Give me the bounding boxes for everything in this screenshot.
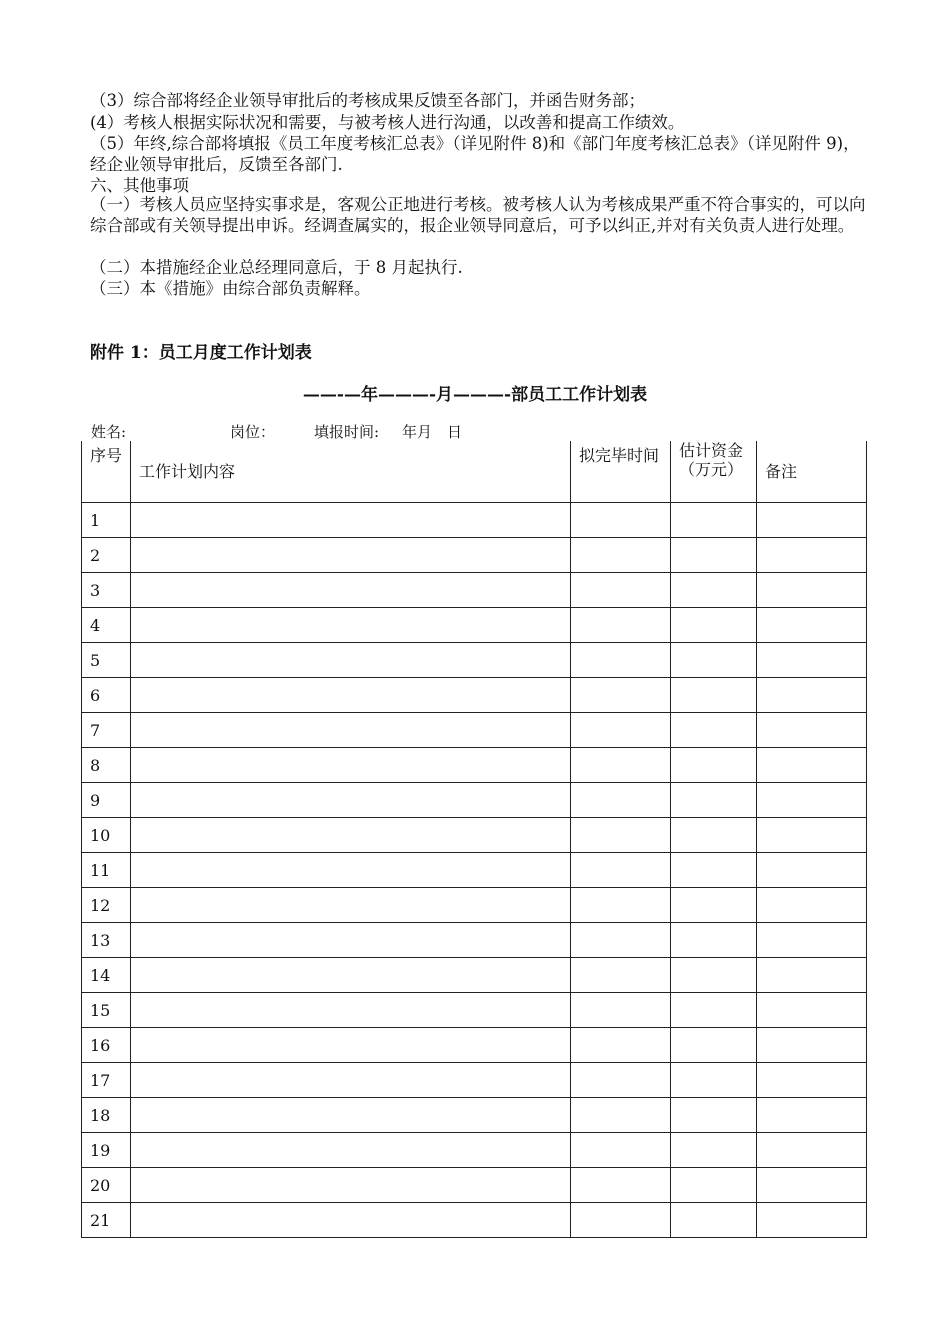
estimated-funds-cell [671,573,757,608]
table-row [82,573,867,608]
table-row [82,538,867,573]
plan-content-cell [131,608,571,643]
section-heading-other: 六、其他事项 [90,176,189,195]
estimated-funds-cell [671,783,757,818]
remarks-cell [757,818,867,853]
plan-content-cell [131,1028,571,1063]
remarks-cell [757,923,867,958]
completion-time-cell [571,608,671,643]
plan-content-cell [131,643,571,678]
completion-time-cell [571,958,671,993]
estimated-funds-cell [671,643,757,678]
remarks-cell [757,993,867,1028]
row-number: 20 [82,1168,131,1203]
remarks-cell [757,958,867,993]
paragraph-other-2: （二）本措施经企业总经理同意后，于 8 月起执行. [90,258,463,277]
table-header-row [82,441,867,503]
completion-time-cell [571,818,671,853]
estimated-funds-cell [671,1028,757,1063]
table-row [82,1098,867,1133]
header-estimated-funds: 估计资金（万元） [671,441,757,503]
table-row [82,713,867,748]
estimated-funds-cell [671,503,757,538]
table-row [82,853,867,888]
row-number: 17 [82,1063,131,1098]
plan-content-cell [131,993,571,1028]
remarks-cell [757,1063,867,1098]
plan-content-cell [131,818,571,853]
plan-content-cell [131,573,571,608]
estimated-funds-cell [671,713,757,748]
plan-content-cell [131,678,571,713]
paragraph-3: （3）综合部将经企业领导审批后的考核成果反馈至各部门，并函告财务部； [90,91,645,110]
attachment-heading: 附件 1：员工月度工作计划表 [90,343,312,363]
table-row [82,783,867,818]
estimated-funds-cell [671,1133,757,1168]
plan-content-cell [131,748,571,783]
plan-content-cell [131,1168,571,1203]
remarks-cell [757,783,867,818]
completion-time-cell [571,573,671,608]
remarks-cell [757,1098,867,1133]
row-number: 8 [82,748,131,783]
row-number: 21 [82,1203,131,1238]
completion-time-cell [571,783,671,818]
table-row [82,643,867,678]
estimated-funds-cell [671,818,757,853]
table-row [82,923,867,958]
table-row [82,888,867,923]
plan-content-cell [131,1133,571,1168]
estimated-funds-cell [671,1063,757,1098]
completion-time-cell [571,993,671,1028]
header-remarks: 备注 [757,441,867,503]
plan-content-cell [131,958,571,993]
remarks-cell [757,643,867,678]
table-row [82,678,867,713]
row-number: 6 [82,678,131,713]
row-number: 2 [82,538,131,573]
estimated-funds-cell [671,608,757,643]
header-serial-number: 序号 [82,441,131,503]
row-number: 18 [82,1098,131,1133]
completion-time-cell [571,748,671,783]
row-number: 9 [82,783,131,818]
plan-content-cell [131,1098,571,1133]
plan-content-cell [131,783,571,818]
estimated-funds-cell [671,748,757,783]
completion-time-cell [571,538,671,573]
row-number: 10 [82,818,131,853]
table-row [82,1133,867,1168]
row-number: 15 [82,993,131,1028]
row-number: 4 [82,608,131,643]
completion-time-cell [571,888,671,923]
plan-content-cell [131,713,571,748]
remarks-cell [757,608,867,643]
paragraph-other-1: （一）考核人员应坚持实事求是，客观公正地进行考核。被考核人认为考核成果严重不符合事实的，可以向综合部或有关领导提出申诉。经调查属实的，报企业领导同意后，可予以纠正,并对有关负责人进行处理。 [90,195,866,235]
plan-content-cell [131,538,571,573]
row-number: 7 [82,713,131,748]
remarks-cell [757,678,867,713]
remarks-cell [757,748,867,783]
completion-time-cell [571,1098,671,1133]
estimated-funds-cell [671,1203,757,1238]
estimated-funds-cell [671,678,757,713]
date-placeholder: 年月 日 [402,423,463,441]
work-plan-table [81,441,867,1238]
form-title: ——-—年———-月———-部员工工作计划表 [302,385,648,405]
header-completion-time: 拟完毕时间 [571,441,671,503]
plan-content-cell [131,853,571,888]
estimated-funds-cell [671,1098,757,1133]
completion-time-cell [571,1203,671,1238]
estimated-funds-cell [671,853,757,888]
remarks-cell [757,1028,867,1063]
remarks-cell [757,538,867,573]
plan-content-cell [131,888,571,923]
completion-time-cell [571,503,671,538]
completion-time-cell [571,678,671,713]
header-plan-content: 工作计划内容 [131,441,571,503]
completion-time-cell [571,1063,671,1098]
remarks-cell [757,853,867,888]
estimated-funds-cell [671,1168,757,1203]
completion-time-cell [571,1133,671,1168]
row-number: 11 [82,853,131,888]
completion-time-cell [571,713,671,748]
completion-time-cell [571,853,671,888]
completion-time-cell [571,1028,671,1063]
table-row [82,818,867,853]
estimated-funds-cell [671,993,757,1028]
estimated-funds-cell [671,538,757,573]
row-number: 12 [82,888,131,923]
table-row [82,993,867,1028]
position-label: 岗位： [230,423,276,441]
estimated-funds-cell [671,958,757,993]
remarks-cell [757,888,867,923]
table-row [82,503,867,538]
table-row [82,1063,867,1098]
row-number: 16 [82,1028,131,1063]
table-row [82,1168,867,1203]
remarks-cell [757,1203,867,1238]
row-number: 1 [82,503,131,538]
estimated-funds-cell [671,888,757,923]
completion-time-cell [571,1168,671,1203]
name-label: 姓名: [91,423,127,441]
plan-content-cell [131,923,571,958]
row-number: 14 [82,958,131,993]
row-number: 5 [82,643,131,678]
remarks-cell [757,713,867,748]
remarks-cell [757,1168,867,1203]
remarks-cell [757,573,867,608]
table-row [82,748,867,783]
paragraph-other-3: （三）本《措施》由综合部负责解释。 [90,279,371,298]
remarks-cell [757,1133,867,1168]
row-number: 19 [82,1133,131,1168]
completion-time-cell [571,643,671,678]
table-row [82,1028,867,1063]
fill-time-label: 填报时间: [314,423,380,441]
table-row [82,1203,867,1238]
completion-time-cell [571,923,671,958]
row-number: 3 [82,573,131,608]
table-row [82,958,867,993]
paragraph-5: （5）年终,综合部将填报《员工年度考核汇总表》（详见附件 8)和《部门年度考核汇总表》（详见附件 9)，经企业领导审批后，反馈至各部门. [90,134,860,174]
estimated-funds-cell [671,923,757,958]
plan-content-cell [131,503,571,538]
remarks-cell [757,503,867,538]
plan-content-cell [131,1063,571,1098]
table-row [82,608,867,643]
paragraph-4: (4）考核人根据实际状况和需要，与被考核人进行沟通，以改善和提高工作绩效。 [90,113,685,132]
row-number: 13 [82,923,131,958]
plan-content-cell [131,1203,571,1238]
